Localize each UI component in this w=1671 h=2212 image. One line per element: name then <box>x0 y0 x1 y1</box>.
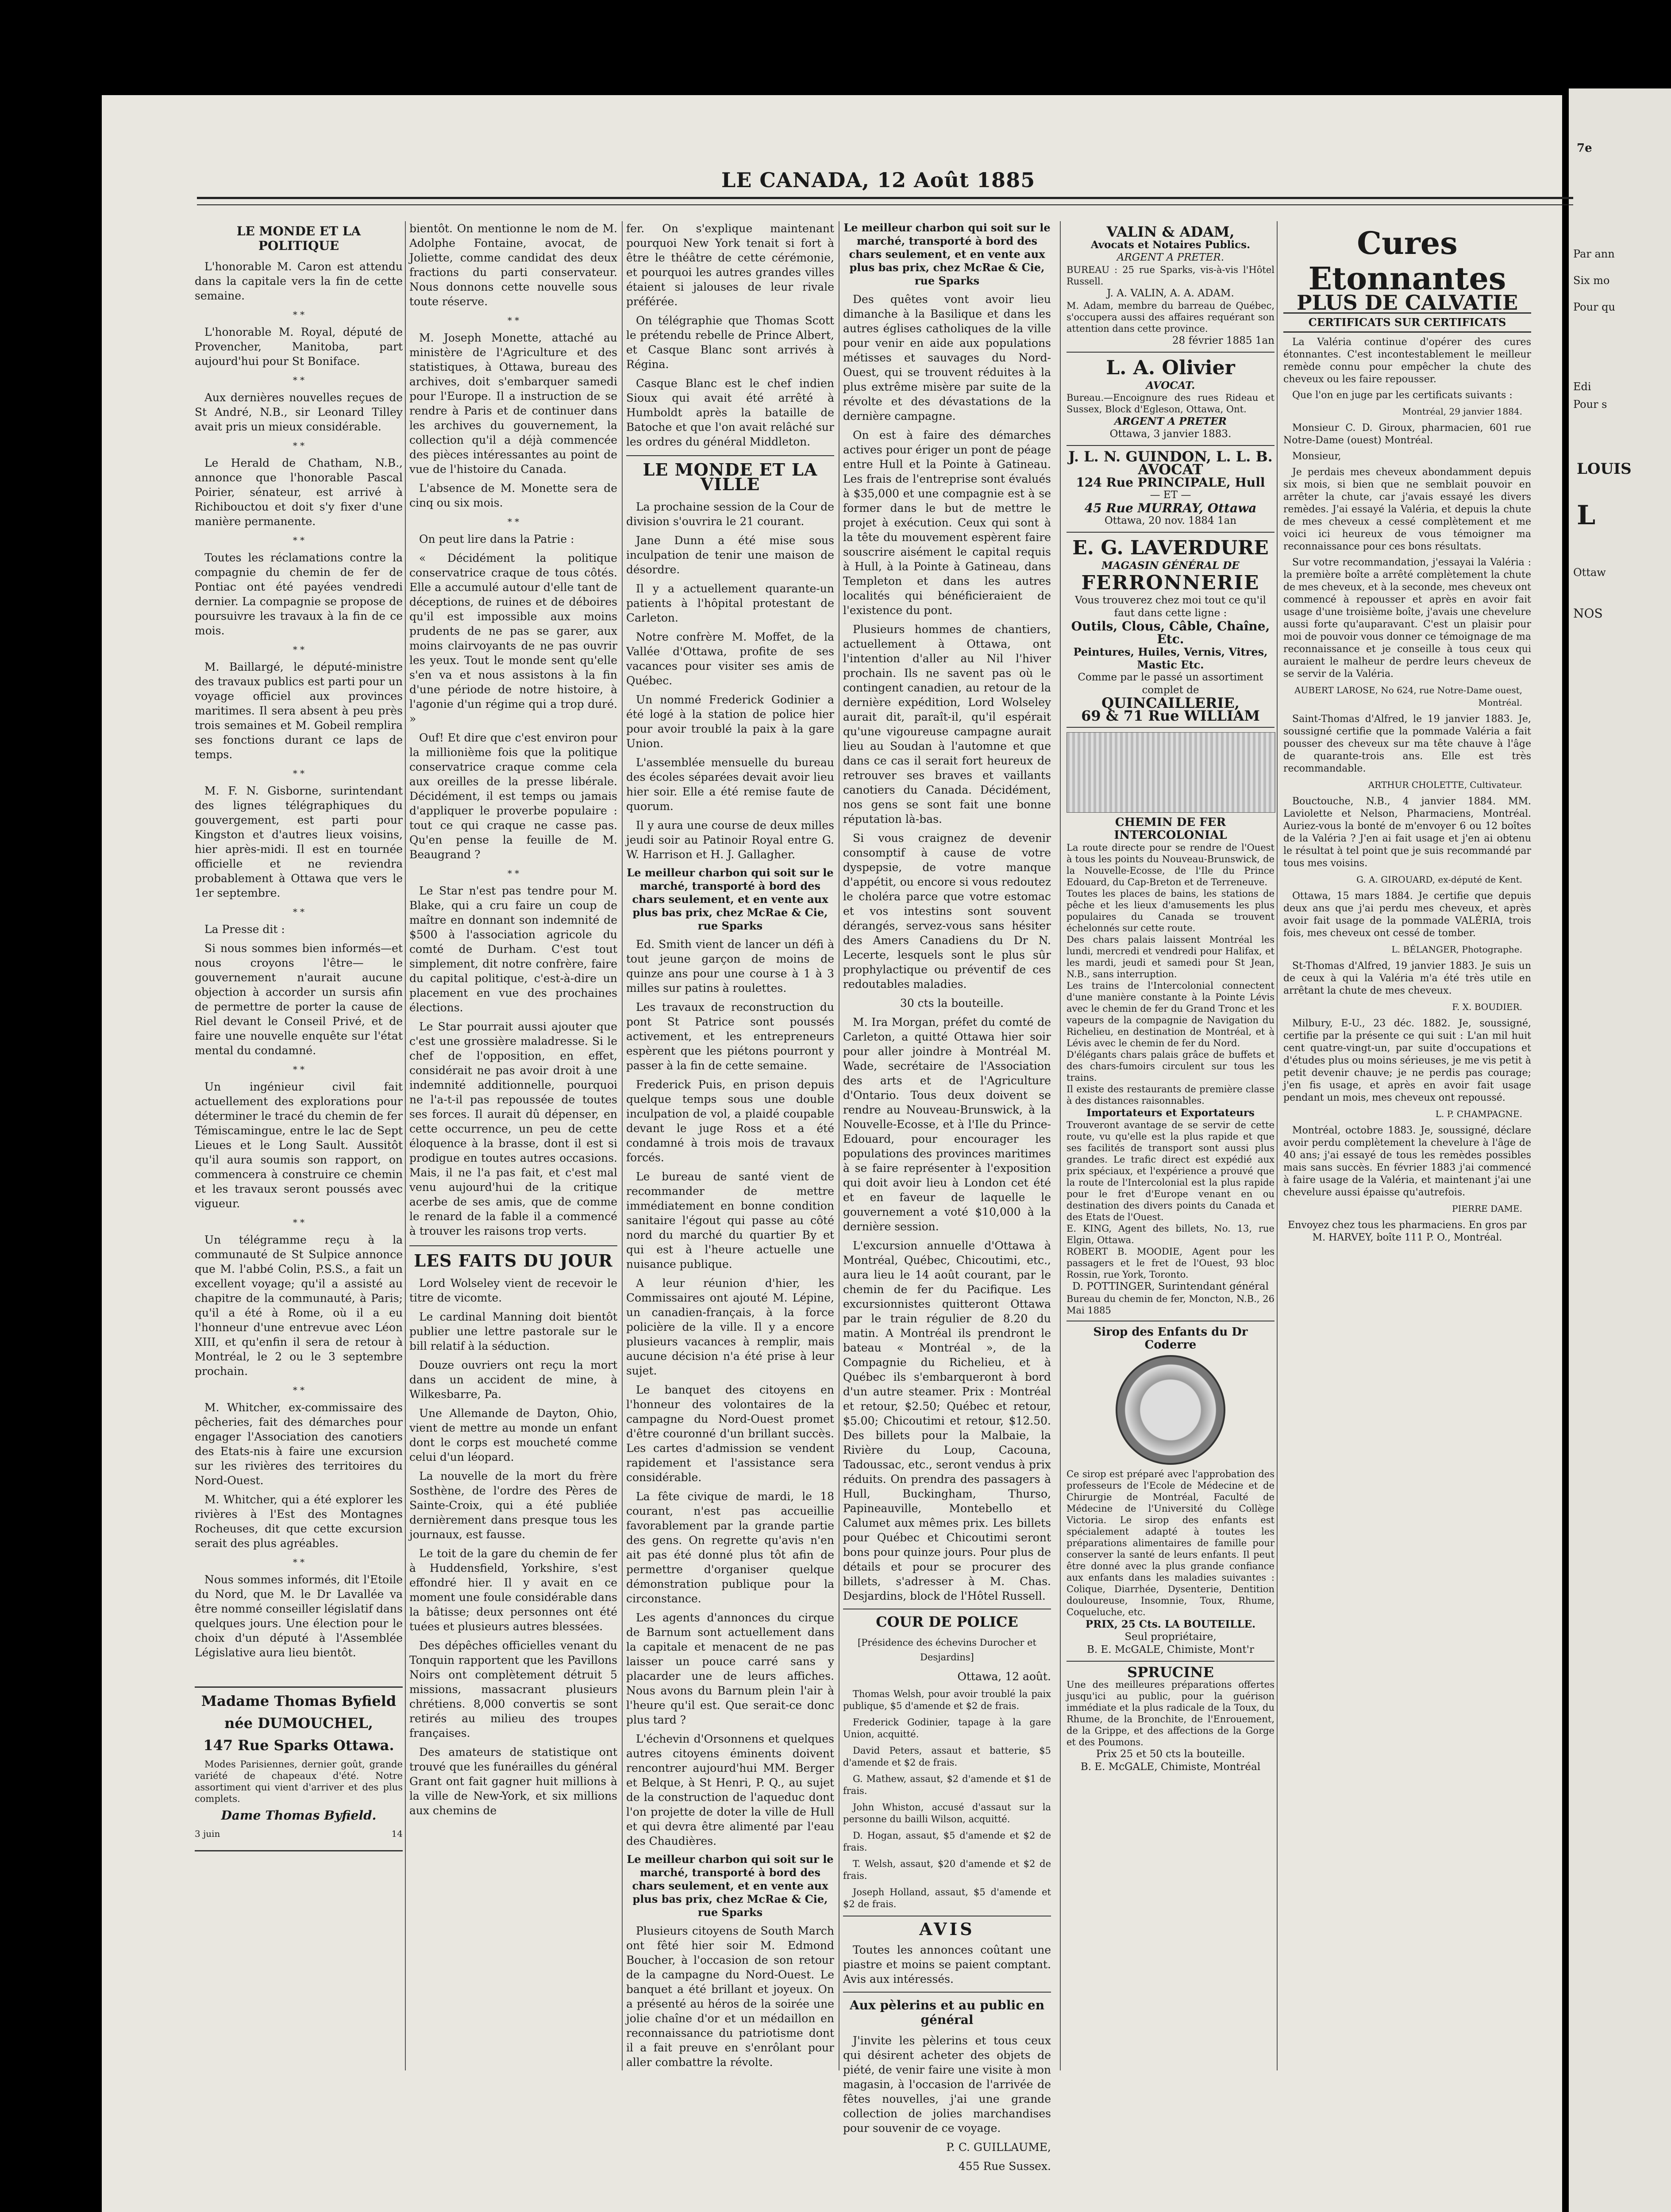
olivier-body: Bureau.—Encoignure des rues Rideau et Sussex, Block d'Egleson, Ottawa, Ont. <box>1067 392 1274 415</box>
chemin-item: D'élégants chars palais grâce de buffets et des chars-fumoirs circulent sur tous les trains. <box>1067 1049 1274 1083</box>
news-item: Plusieurs hommes de chantiers, actuellement à Ottawa, ont l'intention d'aller au Nil l'hiver prochain. Ils ne savent pas où le contingent canadien, au retour de la dernière expédition, Lord Wolseley aurait dit, paraît-il, qu'il espérait qu'une vigoureuse campagne aurait lieu au Soudan à l'automne et que dans ce cas il serait fort heureux de retrouver ses braves et vaillants canotiers du Canada. Décidément, nos gens se sont fait une bonne réputation là-bas. <box>843 623 1051 826</box>
chemin-item: Des chars palais laissent Montréal les lundi, mercredi et vendredi pour Halifax, et les mardi, jeudi et samedi pour St Jean, N.B., sans interruption. <box>1067 934 1274 979</box>
edge-line: Pour qu <box>1573 301 1616 313</box>
edge-fragment: 7e <box>1577 142 1592 155</box>
separator-stars: * * <box>293 1385 305 1395</box>
laverdure-items2: Peintures, Huiles, Vernis, Vitres, Mastic Etc. <box>1073 645 1268 671</box>
pelerins-text: J'invite les pèlerins et tous ceux qui désirent acheter des objets de piété, de venir faire une visite à mon magasin, à l'occasion de l'arrivée de fêtes nouvelles, j'ai une grande collection de jolies marchandises pour souvenir de ce voyage. <box>843 2034 1051 2135</box>
chemin-item: Les trains de l'Intercolonial connectent d'une manière constante à la Pointe Lévis avec le chemin de fer du Grand Tronc et les vapeurs de la compagnie de Navigation du Richelieu, en destination de Montréal, et à Lévis avec le chemin de fer du Nord. <box>1067 980 1274 1048</box>
column-rule <box>1277 221 1278 2070</box>
section-heading: LES FAITS DU JOUR <box>414 1251 613 1271</box>
olivier-argent: ARGENT A PRETER <box>1114 415 1227 427</box>
news-item: Si vous craignez de devenir consomptif à cause de votre dyspepsie, de votre manque d'appétit, ou encore si vous redoutez le choléra parce que votre estomac et vos intestins sont souvent dérangés, servez-vous sans hésiter des Amers Canadiens du Dr N. Lecerte, lesquels sont le plus sûr prophylactique ou préventif de ces redoutables maladies. <box>843 832 1051 991</box>
news-item: A leur réunion d'hier, les Commissaires ont ajouté M. Lépine, un canadien-français, à la force policière de la ville. Il y a encore plusieurs vacances à remplir, mais aucune décision n'a été prise à leur sujet. <box>626 1277 834 1377</box>
laverdure-note: Comme par le passé un assortiment complet de <box>1078 672 1263 696</box>
guindon-date: Ottawa, 20 nov. 1884 1an <box>1104 515 1237 526</box>
sprucine-price: Prix 25 et 50 cts la bouteille. <box>1096 1748 1245 1760</box>
news-item: Les agents d'annonces du cirque de Barnum sont actuellement dans la capitale et menacent de ne pas laisser un pouce carré sans y placarder une de leurs affiches. Nous avons du Barnum plein l'air à l'heure qu'il est. Que serait-ce donc plus tard ? <box>626 1611 834 1726</box>
price-line: 30 cts la bouteille. <box>900 997 1004 1010</box>
certificats-title: CERTIFICATS SUR CERTIFICATS <box>1283 312 1531 333</box>
news-item: Des quêtes vont avoir lieu dimanche à la Basilique et dans les autres églises catholiques de la ville pour venir en aide aux populations métisses et sauvages du Nord-Ouest, qui se trouvent réduites à la plus extrême misère par suite de la révolte et des dévastations de la dernière campagne. <box>843 293 1051 422</box>
train-engraving <box>1067 732 1275 813</box>
edge-line: Pour s <box>1573 398 1607 411</box>
news-item: On télégraphie que Thomas Scott le prétendu rebelle de Prince Albert, et Casque Blanc sont arrivés à Régina. <box>626 314 834 371</box>
news-item: La prochaine session de la Cour de division s'ouvrira le 21 courant. <box>626 500 834 528</box>
police-item: David Peters, assaut et batterie, $5 d'amende et $2 de frais. <box>843 1745 1051 1768</box>
sirop-ad <box>1067 1326 1274 1656</box>
news-item: Les travaux de reconstruction du pont St Patrice sont poussés activement, et les entrepreneurs espèrent que les piétons pourront y passer à la fin de cette semaine. <box>626 1001 834 1072</box>
news-item: Le toit de la gare du chemin de fer à Huddensfield, Yorkshire, s'est effondré hier. Il y avait en ce moment une foule considérable dans la bâtisse; deux personnes ont été tuées et plusieurs autres blessées. <box>409 1547 617 1633</box>
valin-note: M. Adam, membre du barreau de Québec, s'occupera aussi des affaires requérant son attention dans cette province. <box>1067 300 1274 334</box>
news-item: fer. On s'explique maintenant pourquoi New York tenait si fort à être le théâtre de cette cérémonie, et pourquoi les autres grandes villes étaient si jalouses de leur rivale préférée. <box>626 222 834 308</box>
edge-line: Par ann <box>1573 248 1615 260</box>
guindon-et: — ET — <box>1150 489 1191 501</box>
guindon-sub: AVOCAT <box>1138 461 1203 478</box>
news-item: Le Star pourrait aussi ajouter que c'est une grossière maladresse. Si le chef de l'opposition, en effet, considérait ne pas avoir droit à une indemnité additionnelle, pourquoi ne l'a-t-il pas repoussée de toutes ses forces. Il aurait dû dépenser, en cette occurrence, un peu de cette éloquence à la brasse, dont il est si prodigue en toutes autres occasions. Mais, il ne l'a pas fait, et c'est mal venu aujourd'hui de la critique acerbe de ses amis, que de comme le renard de la fable il a commencé à trouver les raisons trop verts. <box>409 1020 617 1237</box>
edge-line: Six mo <box>1573 274 1610 287</box>
valin-argent: ARGENT A PRETER. <box>1117 252 1224 263</box>
testimonial: Montréal, octobre 1883. Je, soussigné, déclare avoir perdu complètement la chevelure à l'âge de 40 ans; j'ai essayé de tous les remèdes possibles mais sans succès. En février 1883 j'ai commencé à faire usage de la Valéria, et maintenant j'ai une chevelure aussi épaisse qu'autrefois. <box>1283 1125 1531 1198</box>
section-heading: COUR DE POLICE <box>876 1613 1018 1630</box>
sirop-seul: Seul propriétaire, <box>1124 1631 1217 1643</box>
news-item: On peut lire dans la Patrie : <box>419 533 574 545</box>
testimonial-signature: G. A. GIROUARD, ex-député de Kent. <box>1356 874 1522 885</box>
edge-line: Edi <box>1573 380 1591 393</box>
guindon-name: J. L. N. GUINDON, L. L. B. <box>1068 448 1273 465</box>
sirop-head: Sirop des Enfants du Dr Coderre <box>1093 1325 1248 1352</box>
testimonial: Monsieur, <box>1292 451 1341 462</box>
separator-stars: * * <box>293 644 305 655</box>
separator-stars: * * <box>293 1064 305 1075</box>
testimonial-signature: AUBERT LAROSE, No 624, rue Notre-Dame ouest, Montréal. <box>1294 685 1522 708</box>
news-item: bientôt. On mentionne le nom de M. Adolphe Fontaine, avocat, de Joliette, comme candidat des deux fractions du parti conservateur. Nous donnons cette nouvelle sous toute réserve. <box>409 222 617 308</box>
laverdure-ad <box>1067 537 1274 722</box>
masthead: LE CANADA, 12 Août 1885 <box>721 168 1036 192</box>
separator-stars: * * <box>293 535 305 545</box>
news-item: L'échevin d'Orsonnens et quelques autres citoyens éminents doivent rencontrer aujourd'hui MM. Berger et Belque, à St Henri, P. Q., au sujet de la construction de l'aqueduc dont l'on projette de doter la ville de Hull et qui devra être alimenté par l'eau des Chaudières. <box>626 1732 834 1847</box>
testimonial: Saint-Thomas d'Alfred, le 19 janvier 1883. Je, soussigné certifie que la pommade Valéria a fait pousser des cheveux sur ma tête chauve à l'âge de quarante-trois ans. Elle est très recommandable. <box>1283 714 1531 774</box>
quincaillerie: QUINCAILLERIE, <box>1101 695 1240 711</box>
olivier-name: L. A. Olivier <box>1106 357 1235 379</box>
column-4 <box>843 221 1051 2173</box>
byfield-ad <box>195 1686 403 1851</box>
charbon-notice: Le meilleur charbon qui soit sur le marché, transporté à bord des chars seulement, et en vente aux plus bas prix, chez McRae & Cie, rue Sparks <box>843 221 1051 287</box>
police-item: Frederick Godinier, tapage à la gare Union, acquitté. <box>843 1717 1051 1740</box>
news-item: M. Ira Morgan, préfet du comté de Carleton, a quitté Ottawa hier soir pour aller joindre à Montréal M. Wade, secrétaire de l'Association des arts et de l'Agriculture d'Ontario. Tous deux doivent se rendre au Nouveau-Brunswick, à la Nouvelle-Ecosse, et à l'Ile du Prince-Edouard, pour encourager les populations des provinces maritimes à se faire représenter à l'exposition qui doit avoir lieu à London cet été et en faveur de laquelle le gouvernement a voté $10,000 à la dernière session. <box>843 1016 1051 1233</box>
separator-stars: * * <box>293 906 305 917</box>
ad-date: 3 juin <box>195 1828 220 1839</box>
valin-body: BUREAU : 25 rue Sparks, vis-à-vis l'Hôtel Russell. <box>1067 265 1274 287</box>
charbon-notice: Le meilleur charbon qui soit sur le marché, transporté à bord des chars seulement, et en vente aux plus bas prix, chez McRae & Cie, rue Sparks <box>627 1853 834 1919</box>
news-item: L'absence de M. Monette sera de cinq ou six mois. <box>409 482 617 509</box>
ferronnerie: FERRONNERIE <box>1081 572 1260 594</box>
separator-stars: * * <box>507 315 520 326</box>
news-item: Jane Dunn a été mise sous inculpation de tenir une maison de désordre. <box>626 534 834 576</box>
separator-stars: * * <box>293 440 305 451</box>
ad-number: 14 <box>391 1828 403 1839</box>
news-item: Ouf! Et dire que c'est environ pour la millionième fois que la politique conservatrice craque comme cela aux oreilles de la presse libérale. Décidément, il est temps ou jamais d'appliquer le proverbe populaire : tout ce qui craque ne casse pas. Qu'en pense la feuille de M. Beaugrand ? <box>409 731 617 861</box>
laverdure-sub: MAGASIN GÉNÉRAL DE <box>1101 560 1240 572</box>
chemin-item: Toutes les places de bains, les stations de pêche et les lieux d'amusements les plus populaires du Canada se trouvent échelonnés sur cette route. <box>1067 888 1274 933</box>
separator-stars: * * <box>293 768 305 779</box>
sprucine-text: Une des meilleures préparations offertes jusqu'ici au public, pour la guérison immédiate et la plus radicale de la Toux, du Rhume, de la Bronchite, de l'Enrouement, de la Grippe, et des affections de la Gorge et des Poumons. <box>1067 1679 1274 1747</box>
guindon-addr2: 45 Rue MURRAY, Ottawa <box>1084 501 1257 515</box>
testimonial-signature: L. P. CHAMPAGNE. <box>1435 1109 1522 1119</box>
valeria-footer: Envoyez chez tous les pharmaciens. En gros par M. HARVEY, boîte 111 P. O., Montréal. <box>1288 1220 1527 1243</box>
testimonial-signature: PIERRE DAME. <box>1452 1203 1522 1214</box>
news-item: L'assemblée mensuelle du bureau des écoles séparées devait avoir lieu hier soir. Elle a été remise faute de quorum. <box>626 756 834 813</box>
police-date: Ottawa, 12 août. <box>957 1670 1051 1683</box>
section-heading: LE MONDE ET LA VILLE <box>643 460 818 494</box>
edge-line: L <box>1577 500 1596 531</box>
valin-sub: Avocats et Notaires Publics. <box>1090 239 1251 251</box>
sirop-seal <box>1116 1355 1225 1465</box>
king: E. KING, Agent des billets, No. 13, rue Elgin, Ottawa. <box>1067 1223 1274 1245</box>
ad-body: Modes Parisiennes, dernier goût, grande variété de chapeaux d'été. Notre assortiment qui vient d'arriver et des plus complets. <box>195 1759 403 1804</box>
chemin-item: Il existe des restaurants de première classe à des distances raisonnables. <box>1067 1084 1274 1106</box>
testimonial-signature: ARTHUR CHOLETTE, Cultivateur. <box>1368 780 1522 790</box>
pelerins-address: 455 Rue Sussex. <box>958 2160 1051 2173</box>
police-item: Joseph Holland, assaut, $5 d'amende et $2 de frais. <box>843 1887 1051 1909</box>
testimonial: Monsieur C. D. Giroux, pharmacien, 601 rue Notre-Dame (ouest) Montréal. <box>1283 422 1531 446</box>
section-heading: AVIS <box>919 1919 975 1939</box>
ad-date-line <box>195 1827 403 1841</box>
sirop-price: PRIX, 25 Cts. LA BOUTEILLE. <box>1085 1618 1256 1630</box>
news-item: M. Whitcher, qui a été explorer les rivières à l'Est des Montagnes Rocheuses, dit que cette excursion serait des plus agréables. <box>195 1493 403 1550</box>
news-item: Toutes les réclamations contre la compagnie du chemin de fer de Pontiac ont été payées vendredi dernier. La compagnie se propose de poursuivre les travaux à la fin de ce mois. <box>195 551 403 637</box>
news-item: Le banquet des citoyens en l'honneur des volontaires de la campagne du Nord-Ouest promet d'être couronné d'un brillant succès. Les cartes d'admission se vendent rapidement et l'assistance sera considérable. <box>626 1383 834 1484</box>
column-rule <box>1060 221 1061 2070</box>
news-item: Le Herald de Chatham, N.B., annonce que l'honorable Pascal Poirier, sénateur, est arrivé à Richibouctou et doit s'y fixer d'une manière permanente. <box>195 457 403 528</box>
importateurs: Trouveront avantage de se servir de cette route, vu qu'elle est la plus rapide et que ses facilités de transport sont aussi plus grandes. Le trafic direct est expédié aux prix spéciaux, et l'expérience a prouvé que la route de l'Intercolonial est la plus rapide pour le fret d'Europe venant en ou destination des divers points du Canada et des Etats de l'Ouest. <box>1067 1120 1274 1222</box>
guindon-ad <box>1067 450 1274 527</box>
police-item: D. Hogan, assaut, $5 d'amende et $2 de frais. <box>843 1830 1051 1853</box>
valin-head: VALIN & ADAM, <box>1106 223 1235 240</box>
news-item: M. Whitcher, ex-commissaire des pêcheries, fait des démarches pour engager l'Association des canotiers des Etats-nis à faire une excursion sur les rivières des territoires du Nord-Ouest. <box>195 1401 403 1487</box>
chemin-head: CHEMIN DE FER INTERCOLONIAL <box>1114 816 1227 842</box>
testimonial: La Valéria continue d'opérer des cures étonnantes. C'est incontestablement le meilleur remède connu pour empêcher la chute des cheveux ou les faire repousser. <box>1283 337 1531 385</box>
news-item: Un ingénieur civil fait actuellement des explorations pour déterminer le tracé du chemin de fer Témiscamingue, entre le lac de Sept Lieues et le Long Sault. Aussitôt qu'il aura soumis son rapport, on commencera à construire ce chemin et les travaux seront poussés avec vigueur. <box>195 1080 403 1210</box>
testimonial-signature: L. BÉLANGER, Photographe. <box>1391 944 1522 955</box>
column-5-ads <box>1067 223 1274 1774</box>
news-item: Nous sommes informés, dit l'Etoile du Nord, que M. le Dr Lavallée va être nommé conseiller législatif dans quelques jours. Une élection pour le choix d'un député à l'Assemblée Législative aura lieu bientôt. <box>195 1573 403 1659</box>
guindon-addr1: 124 Rue PRINCIPALE, Hull <box>1076 475 1265 490</box>
news-item: M. Baillargé, le député-ministre des travaux publics est parti pour un voyage officiel aux provinces maritimes. Il sera absent à peu près trois semaines et M. Gobeil remplira ses fonctions durant ce laps de temps. <box>195 661 403 761</box>
separator-stars: * * <box>507 868 520 879</box>
news-item: M. F. N. Gisborne, surintendant des lignes télégraphiques du gouvergement, est parti pour Kingston et d'autres lieux voisins, hier après-midi. Il est en tournée officielle et ne reviendra probablement à Ottawa que vers le 1er septembre. <box>195 784 403 899</box>
olivier-sub: AVOCAT. <box>1146 380 1195 392</box>
police-item: Thomas Welsh, pour avoir troublé la paix publique, $5 d'amende et $2 de frais. <box>843 1689 1051 1711</box>
news-item: Un télégramme reçu à la communauté de St Sulpice annonce que M. l'abbé Colin, P.S.S., a fait un excellent voyage; qu'il a assisté au chapitre de la communauté, à Paris; qu'il a été à Rome, où il a eu l'honneur d'une entrevue avec Léon XIII, et qu'enfin il sera de retour à Montréal, le 2 ou le 3 septembre prochain. <box>195 1233 403 1378</box>
column-2 <box>409 221 617 2070</box>
sirop-owner: B. E. McGALE, Chimiste, Mont'r <box>1086 1644 1255 1655</box>
news-item: Une Allemande de Dayton, Ohio, vient de mettre au monde un enfant dont le corps est moucheté comme celui d'un léopard. <box>409 1407 617 1463</box>
valin-ad <box>1067 223 1274 347</box>
avis-text: Toutes les annonces coûtant une piastre et moins se paient comptant. Avis aux intéressés. <box>843 1943 1051 1985</box>
news-item: L'honorable M. Royal, député de Provencher, Manitoba, part aujourd'hui pour St Boniface. <box>195 326 403 368</box>
news-item: Des dépêches officielles venant du Tonquin rapportent que les Pavillons Noirs ont complètement détruit 5 missions, massacrant plusieurs chrétiens. 8,000 convertis se sont retirés au milieu des troupes françaises. <box>409 1639 617 1740</box>
separator-stars: * * <box>293 1217 305 1228</box>
testimonial: Je perdais mes cheveux abondamment depuis six mois, si bien que ne semblait pouvoir en arrêter la chute, car j'avais essayé les divers remèdes. J'ai essayé la Valéria, et depuis la chute de mes cheveux a cessé complètement et me voici ici heureux de vous témoigner ma reconnaissance pour ces bons résultats. <box>1283 467 1531 552</box>
police-item: G. Mathew, assaut, $2 d'amende et $1 de frais. <box>843 1774 1051 1796</box>
column-6-valeria-ad <box>1283 226 1531 1248</box>
sirop-text: Ce sirop est préparé avec l'approbation des professeurs de l'Ecole de Médecine et de Chirurgie de Montréal, Faculté de Médecine de l'Université du Collège Victoria. Le sirop des enfants est spécialement adapté à toutes les préparations alimentaires de famille pour conserver la santé de leurs enfants. Il peut être donné avec la plus grande confiance aux enfants dans les maladies suivantes : Colique, Diarrhée, Dysenterie, Dentition douloureuse, Insomnie, Toux, Rhume, Coqueluche, etc. <box>1067 1469 1274 1617</box>
testimonial-date: Montréal, 29 janvier 1884. <box>1402 406 1522 417</box>
adjacent-page-edge <box>1569 88 1671 2212</box>
laverdure-addr: 69 & 71 Rue WILLIAM <box>1081 707 1260 724</box>
news-item: Si nous sommes bien informés—et nous croyons l'être— le gouvernement n'aurait aucune objection à accorder un sursis afin de permettre de porter la cause de Riel devant le Conseil Privé, et de faire une nouvelle enquête sur l'état mental du condamné. <box>195 942 403 1057</box>
news-item: Douze ouvriers ont reçu la mort dans un accident de mine, à Wilkesbarre, Pa. <box>409 1359 617 1401</box>
testimonial: St-Thomas d'Alfred, 19 janvier 1883. Je suis un de ceux à qui la Valéria m'a été très utile en arrêtant la chute de mes cheveux. <box>1283 960 1531 996</box>
column-3 <box>626 221 834 2070</box>
separator-stars: * * <box>293 309 305 320</box>
valin-names: J. A. VALIN, A. A. ADAM. <box>1107 288 1234 299</box>
pottinger: D. POTTINGER, Surintendant général <box>1072 1281 1269 1292</box>
news-item: L'excursion annuelle d'Ottawa à Montréal, Québec, Chicoutimi, etc., aura lieu le 14 août courant, par le chemin de fer du Pacifique. Les excursionnistes quitteront Ottawa par le train régulier de 8.20 du matin. A Montréal ils prendront le bateau « Montréal », de la Compagnie du Richelieu, et à Québec ils s'embarqueront à bord d'un autre steamer. Prix : Montréal et retour, $2.50; Québec et retour, $5.00; Chicoutimi et retour, $12.50. Des billets pour la Malbaie, la Rivière du Loup, Cacouna, Tadoussac, etc., seront vendus à prix réduits. On prendra des passagers à Hull, Buckingham, Thurso, Papineauville, Montebello et Calumet aux mêmes prix. Les billets pour Québec et Chicoutimi seront bons pour quinze jours. Pour plus de détails et pour se procurer des billets, s'adresser à M. Chas. Desjardins, block de l'Hôtel Russell. <box>843 1239 1051 1602</box>
chemin-item: La route directe pour se rendre de l'Ouest à tous les points du Nouveau-Brunswick, de la Nouvelle-Ecosse, de l'Ile du Prince Edouard, du Cap-Breton et de Terreneuve. <box>1067 842 1274 887</box>
sprucine-owner: B. E. McGALE, Chimiste, Montréal <box>1080 1761 1261 1773</box>
news-item: Il y a actuellement quarante-un patients à l'hôpital protestant de Carleton. <box>626 582 834 624</box>
edge-line: NOS <box>1573 606 1603 621</box>
laverdure-body: Vous trouverez chez moi tout ce qu'il faut dans cette ligne : <box>1075 595 1266 619</box>
news-item: Casque Blanc est le chef indien Sioux qui avait été arrêté à Humboldt après la bataille de Batoche et que l'on avait relâché sur les ordres du général Middleton. <box>626 377 834 448</box>
olivier-date: Ottawa, 3 janvier 1883. <box>1109 428 1232 440</box>
testimonial: Ottawa, 15 mars 1884. Je certifie que depuis deux ans que j'ai perdu mes cheveux, et après avoir fait usage de la pommade VALÉRIA, trois fois, mes cheveux ont cessé de tomber. <box>1283 891 1531 939</box>
edge-line: LOUIS <box>1577 460 1632 478</box>
column-rule <box>622 221 623 2070</box>
news-item: Plusieurs citoyens de South March ont fêté hier soir M. Edmond Boucher, à l'occasion de son retour de la campagne du Nord-Ouest. Le banquet a été brillant et joyeux. On a présenté au héros de la soirée une jolie chaîne d'or et un médaillon en reconnaissance du patriotisme dont il a fait preuve en s'enrôlant pour aller combattre la révolte. <box>626 1924 834 2069</box>
news-item: Frederick Puis, en prison depuis quelque temps sous une double inculpation de vol, a plaidé coupable devant le juge Ross et a été condamné à trois mois de travaux forcés. <box>626 1078 834 1164</box>
news-item: L'honorable M. Caron est attendu dans la capitale vers la fin de cette semaine. <box>195 260 403 302</box>
news-item: Ed. Smith vient de lancer un défi à tout jeune garçon de moins de quinze ans pour une course à 1 à 3 milles sur patins à roulettes. <box>626 938 834 995</box>
news-item: M. Joseph Monette, attaché au ministère de l'Agriculture et des statistiques, à Ottawa, bureau des archives, doit s'embarquer samedi pour l'Europe. Il a instruction de se rendre à Paris et de continuer dans les archives du gouvernement, la collection qu'il a déjà commencée des pièces intéressantes au point de vue de l'histoire du Canada. <box>409 331 617 476</box>
news-item: Le bureau de santé vient de recommander de mettre immédiatement en bonne condition sanitaire l'égout qui passe au côté nord du marché du quartier By et qui est à l'heure actuelle une nuisance publique. <box>626 1170 834 1271</box>
masthead-rule-thin <box>197 204 1573 205</box>
ad-signature: Dame Thomas Byfield. <box>221 1808 377 1823</box>
laverdure-name: E. G. LAVERDURE <box>1072 537 1269 559</box>
section-heading: Aux pèlerins et au public en général <box>849 1998 1045 2027</box>
masthead-rule <box>197 197 1573 199</box>
news-item: « Décidément la politique conservatrice craque de tous côtés. Elle a accumulé autour d'elle tant de déceptions, de ruines et de déboires qu'il est impossible aux moins prudents de ne pas se garer, aux moins clairvoyants de ne pas ouvrir les yeux. Tout le monde sent qu'elle s'en va et nous assistons à la fin d'une période de notre histoire, à l'agonie d'un régime qui a trop duré. » <box>409 552 617 725</box>
moodie: ROBERT B. MOODIE, Agent pour les passagers et le fret de l'Ouest, 93 bloc Rossin, rue York, Toronto. <box>1067 1246 1274 1280</box>
police-sub: [Présidence des échevins Durocher et Desjardins] <box>858 1637 1036 1663</box>
separator-stars: * * <box>293 1557 305 1567</box>
edge-line: Ottaw <box>1573 566 1606 579</box>
news-item: Notre confrère M. Moffet, de la Vallée d'Ottawa, profite de ses vacances pour visiter ses amis de Québec. <box>626 630 834 687</box>
police-item: T. Welsh, assaut, $20 d'amende et $2 de frais. <box>843 1859 1051 1881</box>
ad-name: Madame Thomas Byfield <box>201 1693 397 1709</box>
ad-nee: née DUMOUCHEL, <box>224 1715 373 1732</box>
calvatie-title: PLUS DE CALVATIE <box>1296 291 1518 315</box>
ad-address: 147 Rue Sparks Ottawa. <box>203 1737 394 1754</box>
intercolonial-ad <box>1067 732 1274 1316</box>
police-item: John Whiston, accusé d'assaut sur la personne du bailli Wilson, acquitté. <box>843 1802 1051 1824</box>
charbon-notice: Le meilleur charbon qui soit sur le marché, transporté à bord des chars seulement, et en vente aux plus bas prix, chez McRae & Cie, rue Sparks <box>627 866 834 932</box>
cures-title: Cures Etonnantes <box>1308 225 1506 297</box>
news-item: La Presse dit : <box>204 923 285 936</box>
testimonial: Milbury, E-U., 23 déc. 1882. Je, soussigné, certifie par la présente ce qui suit : L'an mil huit cent quatre-vingt-un, par suite d'occupations et d'études plus ou moins sérieuses, je me vis petit à petit devenir chauve; je ne perdis pas courage; j'en fis usage, et après en avoir fait usage pendant un mois, mes cheveux ont repoussé. <box>1283 1018 1531 1103</box>
pottinger-date: Bureau du chemin de fer, Moncton, N.B., 26 Mai 1885 <box>1067 1294 1274 1316</box>
sprucine-ad <box>1067 1666 1274 1774</box>
column-rule <box>405 221 406 2070</box>
news-item: On est à faire des démarches actives pour ériger un pont de péage entre Hull et la Pointe à Gatineau. Les frais de l'entreprise sont évalués à $35,000 et une compagnie est à se former dans le but de mettre le projet à exécution. Ceux qui sont à la tête du mouvement espèrent faire souscrire aisément le capital requis à Hull, à la Pointe à Gatineau, dans Templeton et dans les autres localités qui bénéficieraient de l'existence du pont. <box>843 429 1051 617</box>
section-heading: LE MONDE ET LA POLITIQUE <box>236 224 361 253</box>
testimonial: Sur votre recommandation, j'essayai la Valéria : la première boîte a arrêté complètement la chute de mes cheveux, et à la seconde, mes cheveux ont commencé à repousser et après en avoir fait usage d'une troisième boîte, j'avais une chevelure aussi forte qu'auparavant. C'est un plaisir pour moi de pouvoir vous donner ce témoignage de ma reconnaissance et je conseille à tous ceux qui auraient le malheur de perdre leurs cheveux de se servir de la Valéria. <box>1283 557 1531 680</box>
importateurs-head: Importateurs et Exportateurs <box>1086 1107 1255 1119</box>
news-item: La fête civique de mardi, le 18 courant, n'est pas accueillie favorablement par la grande partie des gens. On regrette qu'avis n'en ait pas été donné plus tôt afin de permettre d'organiser quelque démonstration publique pour la circonstance. <box>626 1490 834 1605</box>
testimonial: Bouctouche, N.B., 4 janvier 1884. MM. Laviolette et Nelson, Pharmaciens, Montréal. Auriez-vous la bonté de m'envoyer 6 ou 12 boîtes de la Valéria ? J'en ai fait usage et j'en ai obtenu le résultat à tel point que je suis recommandé par tous mes voisins. <box>1283 796 1531 869</box>
testimonial: Que l'on en juge par les certificats suivants : <box>1292 390 1513 401</box>
pelerins-signature: P. C. GUILLAUME, <box>946 2141 1051 2154</box>
news-item: Des amateurs de statistique ont trouvé que les funérailles du général Grant ont fait gagner huit millions à la ville de New-York, et six millions aux chemins de <box>409 1746 617 1817</box>
news-item: Lord Wolseley vient de recevoir le titre de vicomte. <box>409 1277 617 1304</box>
laverdure-items: Outils, Clous, Câble, Chaîne, Etc. <box>1071 619 1270 646</box>
separator-stars: * * <box>507 516 520 527</box>
news-item: Le cardinal Manning doit bientôt publier une lettre pastorale sur le bill relatif à la séduction. <box>409 1310 617 1352</box>
news-item: La nouvelle de la mort du frère Sosthène, de l'ordre des Pères de Sainte-Croix, qui a été publiée dernièrement dans presque tous les journaux, est fausse. <box>409 1470 617 1541</box>
column-1 <box>195 221 403 2070</box>
separator-stars: * * <box>293 375 305 385</box>
sprucine-head: SPRUCINE <box>1127 1664 1214 1681</box>
news-item: Il y aura une course de deux milles jeudi soir au Patinoir Royal entre G. W. Harrison et H. J. Gallagher. <box>626 819 834 861</box>
news-item: Le Star n'est pas tendre pour M. Blake, qui a cru faire un coup de maître en donnant son indemnité de $500 à l'association agricole du comté de Durham. C'est tout simplement, dit notre confrère, faire du capital politique, c'est-à-dire un placement en vue des prochaines élections. <box>409 884 617 1014</box>
testimonial-signature: F. X. BOUDIER. <box>1452 1002 1522 1012</box>
valin-date: 28 février 1885 1an <box>1172 335 1274 346</box>
olivier-ad <box>1067 357 1274 441</box>
news-item: Un nommé Frederick Godinier a été logé à la station de police hier pour avoir troublé la paix à la gare Union. <box>626 693 834 750</box>
news-item: Aux dernières nouvelles reçues de St André, N.B., sir Leonard Tilley avait pris un mieux considérable. <box>195 391 403 433</box>
